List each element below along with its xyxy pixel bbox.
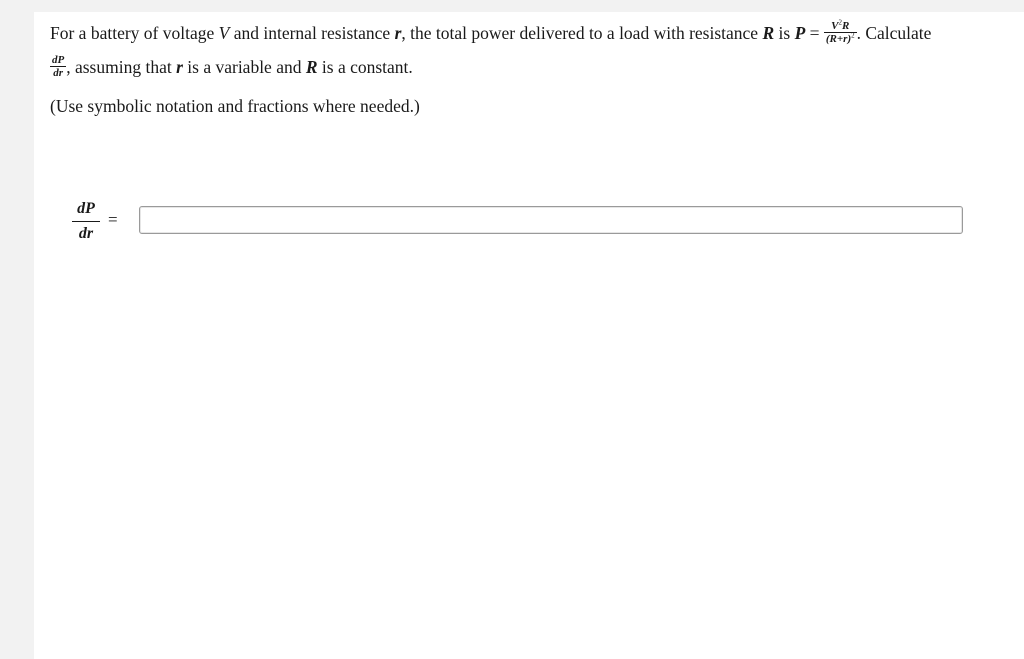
formula-num-base: V [831,20,839,32]
question-text-segment: is a variable and [182,57,306,78]
answer-equals-sign: = [108,210,118,229]
power-formula-denominator [824,33,857,46]
question-text-segment: is a constant. [317,57,413,78]
variable-R: R [305,57,318,78]
variable-V: V [218,23,230,44]
derivative-fraction [50,54,66,80]
question-line-1 [50,18,932,48]
question-text-segment: , the total power delivered to a load with resistance [401,23,763,44]
instructions-text: (Use symbolic notation and fractions where needed.) [50,96,420,116]
variable-R: R [762,23,775,44]
question-text-segment: is [774,23,795,44]
variable-P: P [794,23,806,44]
equals-sign: = [805,23,824,44]
question-text-segment: For a battery of voltage [50,23,219,44]
formula-num-tail: R [842,20,850,32]
question-text-segment: and internal resistance [229,23,395,44]
answer-lhs-denominator: dr [78,225,94,242]
question-text-segment: , assuming that [66,57,177,78]
variable-r: r [394,23,402,44]
question-text-segment: . Calculate [856,23,932,44]
formula-den-base: (R+r) [825,33,852,45]
answer-lhs-fraction [72,200,100,244]
variable-r: r [176,57,183,78]
derivative-denominator: dr [53,67,63,79]
power-formula-fraction [824,20,857,46]
answer-input[interactable] [139,206,963,234]
answer-lhs-numerator: dP [72,200,100,222]
formula-num-exponent: 2 [838,18,842,27]
formula-den-exponent: 2 [851,31,855,40]
derivative-numerator: dP [52,54,65,66]
question-line-2 [50,56,413,82]
